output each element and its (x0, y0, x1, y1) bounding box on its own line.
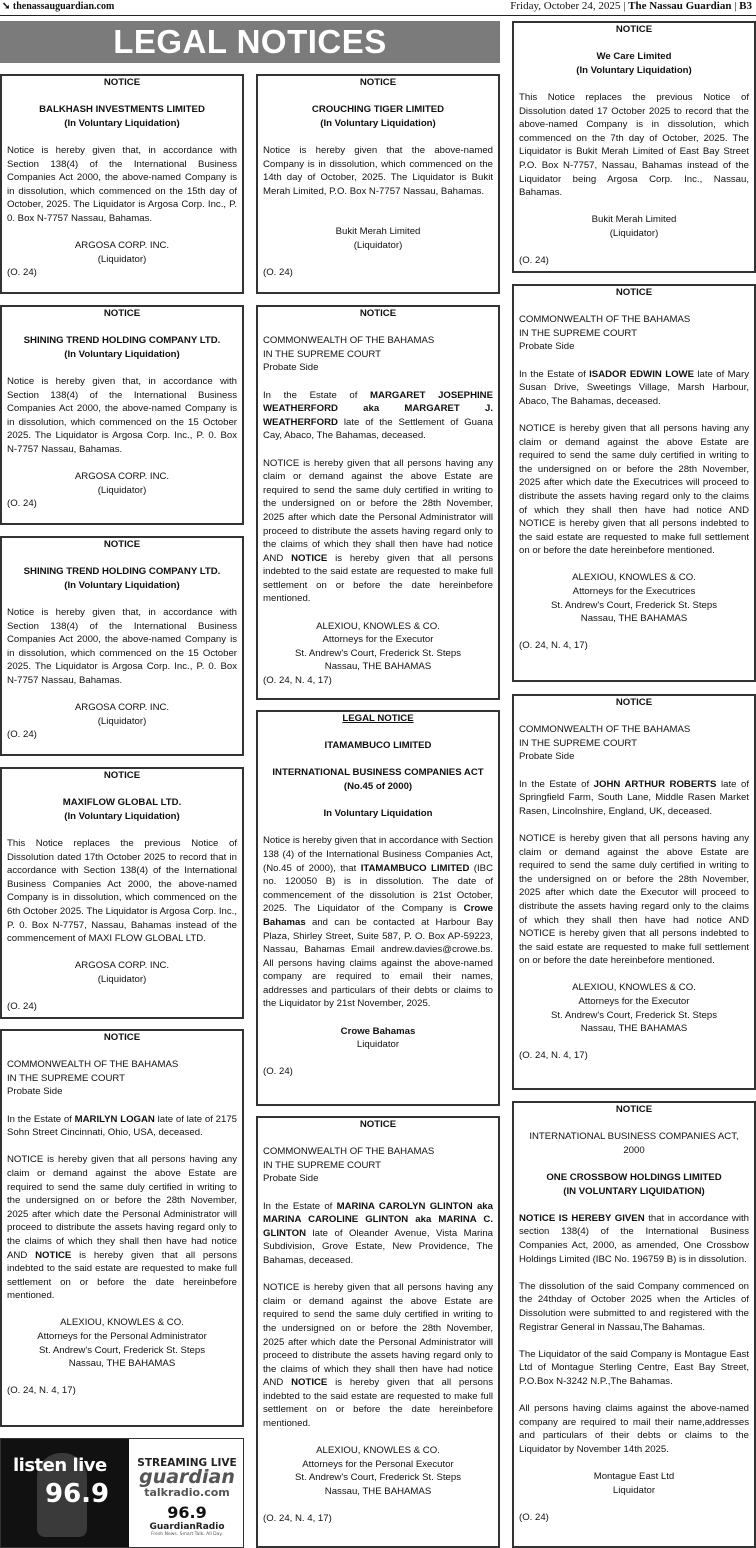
firm-address: St. Andrew's Court, Frederick St. Steps (38, 1344, 206, 1356)
notice-heading: NOTICE (359, 1119, 397, 1130)
firm-address: St. Andrew's Court, Frederick St. Steps (550, 599, 718, 611)
court-line: Probate Side (519, 751, 575, 763)
deceased-name: MARILYN LOGAN (74, 1113, 155, 1125)
notice-body: Notice is hereby given that, in accordance with Section 138(4) of the International Business Companies Act 2000, the above-named Company is in dissolution, which commenced on the 15th day of October, 2025. The Liquidator is Argosa Corp. Inc., P. 0. Box N-7757 Nassau, Bahamas. (7, 144, 237, 224)
notice-heading: NOTICE (103, 77, 141, 88)
body-emphasis: ITAMAMBUCO LIMITED (360, 862, 470, 874)
signatory-role: (Liquidator) (609, 227, 659, 239)
court-line: Probate Side (7, 1086, 63, 1098)
body-emphasis: Crowe Bahamas (263, 903, 493, 928)
signatory: ARGOSA CORP. INC. (74, 240, 170, 252)
notice-heading: NOTICE (359, 77, 397, 88)
advert-tagline: Fresh News. Smart Talk. All Day. (151, 1532, 223, 1537)
notice-maxiflow (0, 767, 244, 1019)
body-part: and can be contacted at Harbour Bay Plaza, Shirley Street, Suite 587, P. O. Box AP-59223, Nassau, Bahamas Email andrew.davies@crowe.bs. All persons having claims against the above-named company are required to email their names, addresses and particulars of their debts or claims to the Liquidator by 21st November, 2025. (263, 916, 493, 1010)
signatory: Bukit Merah Limited (335, 226, 421, 238)
notice-paragraph: The dissolution of the said Company commenced on the 24thday of October 2025 when the Articles of Dissolution were submitted to and registered with the Registrar General in Nassau,The Bahamas. (519, 1280, 749, 1333)
firm-role: Attorneys for the Executrices (572, 586, 696, 598)
estate-prefix: In the Estate of (263, 1200, 337, 1212)
notice-crouching-tiger (256, 74, 500, 294)
firm-role: Attorneys for the Personal Executor (302, 1458, 454, 1470)
court-line: Probate Side (519, 341, 575, 353)
body-part: is hereby given that all persons indebted to the said estate are requested to make full settlement on or before the date hereinbefore mentioned. (263, 1377, 494, 1430)
notice-ref: (O. 24, N. 4, 17) (263, 675, 332, 687)
estate-suffix: late of the Settlement of Guana Cay, Abaco, The Bahamas, deceased. (263, 416, 493, 442)
advert-streaming: STREAMING LIVE (137, 1457, 237, 1469)
court-line: IN THE SUPREME COURT (263, 348, 381, 360)
notice-body (7, 1153, 237, 1303)
estate-suffix: late of Oleander Avenue, Vista Marina Subdivision, Grove Estate, New Providence, The Bahamas, deceased. (263, 1227, 493, 1266)
body-emphasis: NOTICE (291, 552, 328, 564)
signatory-role: (Liquidator) (97, 253, 147, 265)
law-firm: ALEXIOU, KNOWLES & CO. (572, 572, 696, 584)
firm-address: Nassau, THE BAHAMAS (68, 1358, 176, 1370)
estate-line (519, 368, 749, 409)
signatory-role: (Liquidator) (97, 484, 147, 496)
body-part: is hereby given that all persons indebted to the said estate are requested to make full settlement on or before the date hereinbefore mentioned. (7, 1249, 238, 1302)
liquidation-status: (In Voluntary Liquidation) (64, 117, 180, 129)
notice-ref: (O. 24) (519, 1511, 549, 1523)
firm-address: St. Andrew's Court, Frederick St. Steps (294, 647, 462, 659)
court-line: IN THE SUPREME COURT (7, 1072, 125, 1084)
company-name: SHINING TREND HOLDING COMPANY LTD. (23, 335, 221, 347)
act-name: INTERNATIONAL BUSINESS COMPANIES ACT, 2000 (529, 1131, 739, 1156)
body-part: NOTICE is hereby given that all persons having any claim or demand against the above Estate are required to send the same duly certified in writing to the undersigned on or before the 28th November, 2025 after which date the Personal Administrator will proceed to distribute the assets having regard only to the claims of which they shall then have had notice AND (7, 1154, 237, 1261)
firm-address: Nassau, THE BAHAMAS (324, 1486, 432, 1498)
notice-heading: NOTICE (359, 308, 397, 319)
firm-address: Nassau, THE BAHAMAS (324, 661, 432, 673)
notice-estate-glinton (256, 1116, 500, 1548)
signatory-role: (Liquidator) (353, 239, 403, 251)
body-part: NOTICE is hereby given that all persons having any claim or demand against the above Estate are required to send the same duly certified in writing to the undersigned on or before the 28th November, 2025 after which date the Personal Administrator will proceed to distribute the assets having regard only to the claims of which they shall then have had notice AND (263, 1282, 493, 1389)
firm-address: St. Andrew's Court, Frederick St. Steps (294, 1472, 462, 1484)
body-part: (IBC no. 120050 B) is in dissolution. The date of commencement of the dissolution is 21st October, 2025. The Liquidator of the Company is (263, 862, 493, 915)
notice-heading: NOTICE (615, 24, 653, 35)
body-emphasis: NOTICE (291, 1377, 328, 1389)
notice-ref: (O. 24) (519, 255, 549, 267)
deceased-name: ISADOR EDWIN LOWE (589, 368, 695, 380)
signatory: Crowe Bahamas (340, 1025, 416, 1037)
estate-line (263, 1200, 493, 1268)
estate-suffix: late of late of 2175 Sohn Street Cincinnati, Ohio, USA, deceased. (7, 1113, 237, 1139)
court-line: COMMONWEALTH OF THE BAHAMAS (263, 1146, 435, 1158)
signatory: Bukit Merah Limited (591, 214, 677, 226)
estate-line (7, 1113, 237, 1140)
act-number: (No.45 of 2000) (343, 780, 413, 792)
advert-station-name: GuardianRadio (149, 1522, 225, 1532)
body-part: that in accordance with section 138(4) of the International Business Companies Act, 2000, as amended, One Crossbow Holdings Limited (IBC No. 196759 B) is in dissolution. (519, 1212, 749, 1265)
notice-estate-lowe (512, 284, 756, 682)
notice-ref: (O. 24) (7, 729, 37, 741)
estate-prefix: In the Estate of (7, 1113, 75, 1125)
firm-role: Attorneys for the Personal Administrator (37, 1331, 207, 1343)
estate-prefix: In the Estate of (519, 368, 590, 380)
firm-address: Nassau, THE BAHAMAS (580, 1023, 688, 1035)
company-name: SHINING TREND HOLDING COMPANY LTD. (23, 566, 221, 578)
law-firm: ALEXIOU, KNOWLES & CO. (316, 620, 440, 632)
advert-site[interactable]: talkradio.com (144, 1486, 230, 1499)
notice-body: NOTICE is hereby given that all persons having any claim or demand against the above Estate are required to send the same duly certified in writing to the undersigned on or before the 28th November, 2025 after which date the Executrices will proceed to distribute the assets having regard only to the claims of which they shall then have had notice AND NOTICE is hereby given that all persons indebted to the said estate are requested to make full settlement on or before the date hereinbefore mentioned. (519, 422, 749, 557)
notice-ref: (O. 24) (263, 1066, 293, 1078)
advert-light-panel (131, 1439, 243, 1548)
signatory: ARGOSA CORP. INC. (74, 960, 170, 972)
notice-body: Notice is hereby given that, in accordance with Section 138(4) of the International Business Companies Act 2000, the above-named Company is in dissolution, which commenced on the 15 October 2025. The Liquidator is Argosa Corp. Inc., P. 0. Box N-7757 Nassau, Bahamas. (7, 375, 237, 455)
notice-ref: (O. 24) (7, 267, 37, 279)
court-line: COMMONWEALTH OF THE BAHAMAS (263, 335, 435, 347)
notice-body (263, 457, 493, 607)
notice-estate-roberts (512, 694, 756, 1090)
court-line: COMMONWEALTH OF THE BAHAMAS (519, 724, 691, 736)
notice-heading: NOTICE (103, 539, 141, 550)
company-name: ONE CROSSBOW HOLDINGS LIMITED (546, 1171, 722, 1183)
radio-advert[interactable] (0, 1438, 244, 1548)
court-line: Probate Side (263, 362, 319, 374)
act-name: INTERNATIONAL BUSINESS COMPANIES ACT (272, 767, 484, 779)
notice-heading: NOTICE (615, 287, 653, 298)
court-line: COMMONWEALTH OF THE BAHAMAS (519, 314, 691, 326)
company-name: BALKHASH INVESTMENTS LIMITED (39, 104, 205, 116)
advert-frequency: 96.9 (45, 1479, 110, 1509)
notice-paragraph: All persons having claims against the above-named company are required to mail their name,addresses and particulars of their debts or claims to the Liquidator by November 14th 2025. (519, 1403, 749, 1455)
court-line: IN THE SUPREME COURT (263, 1159, 381, 1171)
site-url[interactable]: ➘ thenassauguardian.com (2, 1, 115, 12)
notice-heading: LEGAL NOTICE (342, 713, 414, 724)
law-firm: ALEXIOU, KNOWLES & CO. (316, 1445, 440, 1457)
notice-ref: (O. 24, N. 4, 17) (519, 640, 588, 652)
notice-itamambuco (256, 710, 500, 1106)
estate-prefix: In the Estate of (263, 389, 371, 401)
company-name: MAXIFLOW GLOBAL LTD. (62, 797, 182, 809)
notice-heading: NOTICE (103, 308, 141, 319)
signatory: ARGOSA CORP. INC. (74, 471, 170, 483)
court-line: COMMONWEALTH OF THE BAHAMAS (7, 1059, 179, 1071)
notice-heading: NOTICE (103, 770, 141, 781)
notice-ref: (O. 24, N. 4, 17) (519, 1050, 588, 1062)
signatory-role: (Liquidator) (97, 715, 147, 727)
page-number: B3 (739, 0, 752, 12)
liquidation-status: (In Voluntary Liquidation) (64, 348, 180, 360)
issue-date: Friday, October 24, 2025 (510, 0, 621, 12)
firm-address: St. Andrew's Court, Frederick St. Steps (550, 1009, 718, 1021)
body-part: NOTICE is hereby given that all persons having any claim or demand against the above Estate are required to send the same duly certified in writing to the undersigned on or before the 28th November, 2025 after which date the Personal Administrator will proceed to distribute the assets having regard only to the claims of which they shall then have had notice AND (263, 457, 493, 564)
advert-dark-panel (1, 1439, 129, 1548)
notice-one-crossbow (512, 1101, 756, 1548)
signatory-role: Liquidator (612, 1484, 656, 1496)
notice-paragraph: The Liquidator of the said Company is Montague East Ltd of Montague Sterling Centre, East Bay Street, P.O.Box N-3242 N.P.,The Bahamas. (519, 1348, 749, 1387)
liquidation-status: (In Voluntary Liquidation) (64, 810, 180, 822)
liquidation-status: (In Voluntary Liquidation) (576, 64, 692, 76)
notice-body: Notice is hereby given that, in accordance with Section 138(4) of the International Business Companies Act 2000, the above-named Company is in dissolution, which commenced on the 15 October 2025. The Liquidator is Argosa Corp. Inc., P. 0. Box N-7757 Nassau, Bahamas. (7, 606, 237, 686)
firm-role: Attorneys for the Executor (578, 996, 690, 1008)
notice-shining-trend-1 (0, 305, 244, 525)
company-name: We Care Limited (596, 51, 672, 63)
body-emphasis: NOTICE (35, 1249, 72, 1261)
liquidation-status: (In Voluntary Liquidation) (64, 579, 180, 591)
estate-line (519, 778, 749, 819)
notice-shining-trend-2 (0, 536, 244, 756)
signatory-role: Liquidator (356, 1039, 400, 1051)
notice-heading: NOTICE (103, 1032, 141, 1043)
paper-name: The Nassau Guardian (628, 0, 732, 12)
signatory: Montague East Ltd (593, 1471, 675, 1483)
court-line: IN THE SUPREME COURT (519, 737, 637, 749)
company-name: ITAMAMBUCO LIMITED (324, 740, 432, 752)
liquidation-status: (IN VOLUNTARY LIQUIDATION) (563, 1185, 705, 1197)
notice-body: This Notice replaces the previous Notice of Dissolution dated 17th October 2025 to record that in accordance with Section 138(4) of the International Business Companies Act 2000, the above-named Company is in dissolution, which commenced on the 6th October 2025. The Liquidator is Argosa Corp. Inc., P. 0. Box N-7757, Nassau, Bahamas instead of the commencement of MAXI FLOW GLOBAL LTD. (7, 837, 237, 945)
dateline: Friday, October 24, 2025 | The Nassau Guardian | B3 (510, 0, 752, 12)
notice-ref: (O. 24) (7, 1001, 37, 1013)
deceased-name: JOHN ARTHUR ROBERTS (593, 778, 717, 790)
notice-heading: NOTICE (615, 1104, 653, 1115)
body-part: is hereby given that all persons indebted to the said estate are requested to make full settlement on or before the date hereinbefore mentioned. (263, 552, 494, 605)
firm-address: Nassau, THE BAHAMAS (580, 613, 688, 625)
notice-estate-weatherford (256, 305, 500, 700)
deceased-name: MARGARET JOSEPHINE WEATHERFORD aka MARGARET J. WEATHERFORD (263, 389, 493, 428)
law-firm: ALEXIOU, KNOWLES & CO. (60, 1317, 184, 1329)
company-name: CROUCHING TIGER LIMITED (311, 104, 445, 116)
estate-suffix: late of Springfield Farm, South Lane, Middle Rasen Market Rasen, Lincolnshire, England, UK, deceased. (519, 778, 749, 817)
page-header (0, 0, 756, 16)
court-line: Probate Side (263, 1173, 319, 1185)
advert-station-number: 96.9 (167, 1503, 207, 1522)
advert-listen-text: listen live (13, 1455, 107, 1476)
notice-body: This Notice replaces the previous Notice of Dissolution dated 17 October 2025 to record that the above-named Company is in dissolution, which commenced on the 7th day of October, 2025. The Liquidator is Bukit Merah Limited of East Bay Street P.O. Box N-7757, Nassau, Bahamas instead of the Liquidator being Argosa Corp. Inc., Nassau, Bahamas. (519, 91, 749, 199)
notice-heading: NOTICE (615, 697, 653, 708)
estate-prefix: In the Estate of (519, 778, 594, 790)
notice-paragraph (519, 1212, 749, 1266)
notice-body (263, 834, 493, 1011)
deceased-name: MARINA CAROLYN GLINTON aka MARINA CAROLINE GLINTON aka MARINA C. GLINTON (263, 1200, 493, 1239)
court-line: IN THE SUPREME COURT (519, 327, 637, 339)
notice-ref: (O. 24, N. 4, 17) (263, 1513, 332, 1525)
advert-guardian: guardian (139, 1466, 235, 1488)
notice-ref: (O. 24, N. 4, 17) (7, 1385, 76, 1397)
estate-line (263, 389, 493, 443)
signatory: ARGOSA CORP. INC. (74, 702, 170, 714)
liquidation-status: (In Voluntary Liquidation) (320, 117, 436, 129)
notice-estate-logan (0, 1029, 244, 1427)
notice-body: NOTICE is hereby given that all persons having any claim or demand against the above Estate are required to send the same duly certified in writing to the undersigned on or before the 28th November, 2025 after which date the Executor will proceed to distribute the assets having regard only to the claims of which they shall then have had notice AND NOTICE is hereby given that all persons indebted to the said estate are requested to make full settlement on or before the date hereinbefore mentioned. (519, 832, 749, 967)
notice-we-care (512, 21, 756, 273)
liquidation-status: In Voluntary Liquidation (323, 808, 433, 820)
notice-ref: (O. 24) (7, 498, 37, 510)
section-banner: LEGAL NOTICES (0, 21, 500, 63)
body-part: Notice is hereby given that in accordance with Section 138 (4) of the International Business Companies Act, (No.45 of 2000), that (263, 835, 493, 874)
notice-body (263, 1281, 493, 1431)
body-emphasis: NOTICE IS HEREBY GIVEN (519, 1212, 645, 1224)
notice-ref: (O. 24) (263, 267, 293, 279)
estate-suffix: late of Mary Susan Drive, Sweetings Village, Marsh Harbour, Abaco, The Bahamas, deceased. (519, 368, 749, 407)
notice-body: Notice is hereby given that the above-named Company is in dissolution, which commenced on the 14th day of October, 2025. The Liquidator is Bukit Merah Limited, P.O. Box N-7757 Nassau, Bahamas. (263, 144, 493, 197)
firm-role: Attorneys for the Executor (322, 634, 434, 646)
signatory-role: (Liquidator) (97, 973, 147, 985)
law-firm: ALEXIOU, KNOWLES & CO. (572, 982, 696, 994)
notice-balkhash (0, 74, 244, 294)
